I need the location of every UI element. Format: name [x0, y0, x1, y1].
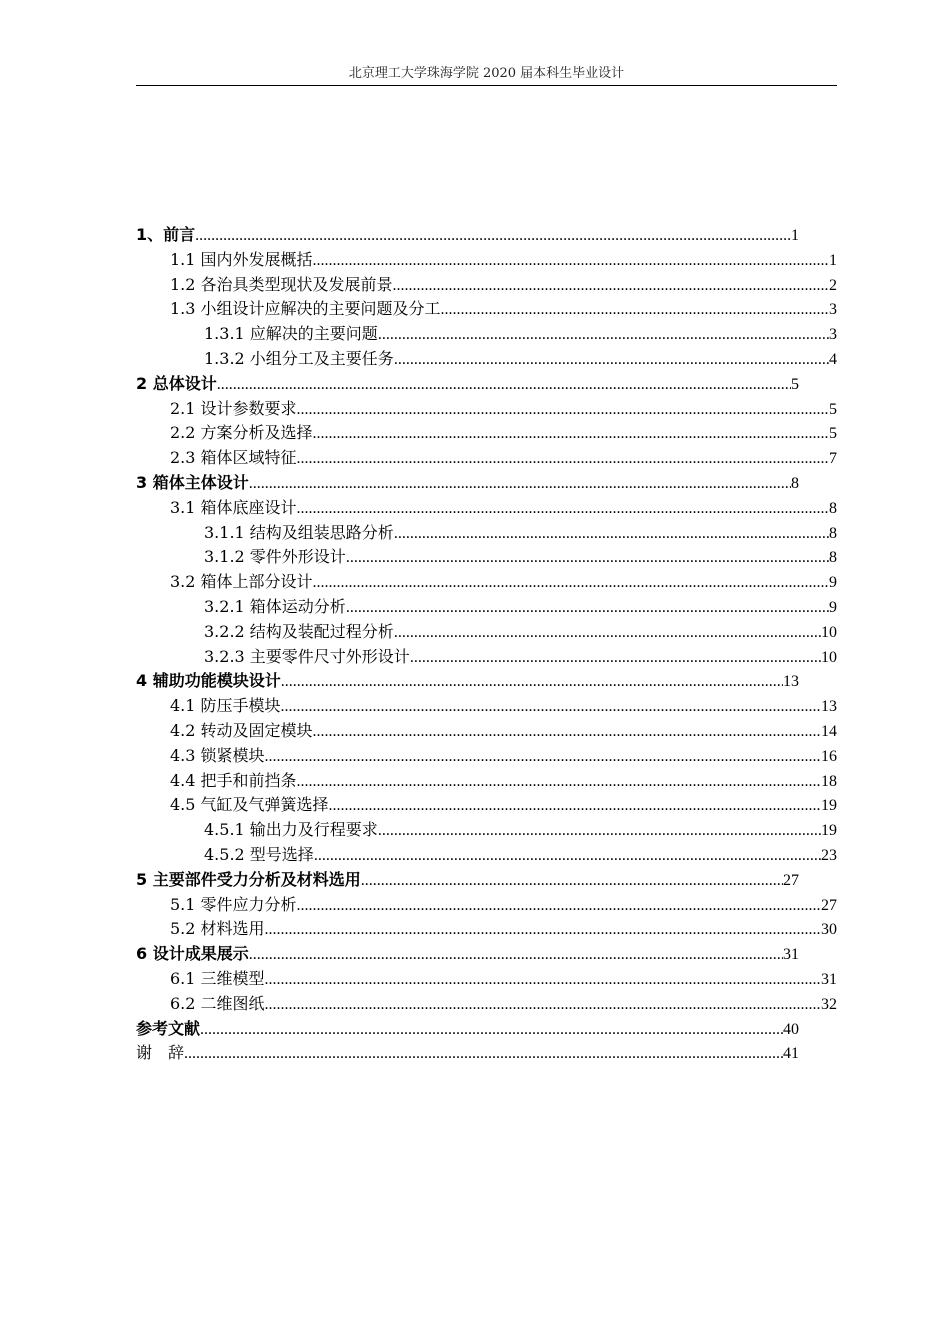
toc-dot-leader — [346, 596, 829, 620]
toc-entry-page-number: 10 — [821, 623, 837, 641]
toc-dot-leader — [281, 670, 783, 694]
toc-entry-title: 2.3 箱体区域特征 — [170, 448, 297, 468]
toc-entry-title: 4.5 气缸及气弹簧选择 — [170, 795, 329, 815]
toc-entry-title: 3 箱体主体设计 — [136, 472, 249, 492]
toc-entry[interactable] — [136, 893, 837, 918]
table-of-contents — [136, 223, 837, 1066]
toc-entry-title: 4.5.2 型号选择 — [204, 844, 314, 864]
toc-entry-page-number: 7 — [829, 450, 837, 468]
toc-entry[interactable] — [136, 496, 837, 521]
toc-entry-title: 1、前言 — [136, 225, 196, 244]
toc-dot-leader — [297, 894, 821, 918]
toc-dot-leader — [297, 447, 829, 471]
toc-entry[interactable] — [136, 297, 837, 322]
toc-entry[interactable] — [136, 843, 837, 868]
toc-entry-page-number: 4 — [829, 350, 837, 368]
toc-entry[interactable] — [136, 471, 837, 496]
toc-entry-page-number: 31 — [783, 946, 799, 964]
toc-dot-leader — [361, 869, 783, 893]
toc-dot-leader — [313, 571, 829, 595]
toc-entry[interactable] — [136, 719, 837, 744]
toc-entry[interactable] — [136, 694, 837, 719]
toc-dot-leader — [297, 398, 829, 422]
toc-entry[interactable] — [136, 967, 837, 992]
toc-entry-title: 3.2.1 箱体运动分析 — [204, 596, 346, 616]
toc-entry-page-number: 13 — [783, 673, 799, 691]
toc-entry-page-number: 10 — [821, 648, 837, 666]
toc-entry[interactable] — [136, 421, 837, 446]
toc-dot-leader — [195, 224, 791, 248]
toc-entry-page-number: 8 — [829, 549, 837, 567]
toc-dot-leader — [378, 819, 821, 843]
toc-entry-page-number: 8 — [829, 499, 837, 517]
toc-entry-page-number: 9 — [829, 574, 837, 592]
toc-entry[interactable] — [136, 620, 837, 645]
toc-entry-title: 6.1 三维模型 — [170, 968, 265, 988]
toc-entry-page-number: 16 — [821, 747, 837, 765]
toc-entry-page-number: 32 — [821, 995, 837, 1013]
toc-entry[interactable] — [136, 223, 837, 248]
toc-dot-leader — [378, 323, 829, 347]
toc-entry-page-number: 1 — [829, 251, 837, 269]
toc-dot-leader — [297, 770, 821, 794]
toc-dot-leader — [249, 472, 791, 496]
toc-entry-page-number: 8 — [791, 474, 799, 492]
toc-entry-title: 4.5.1 输出力及行程要求 — [204, 820, 378, 840]
toc-dot-leader — [329, 794, 821, 818]
toc-entry-title: 2.2 方案分析及选择 — [170, 423, 313, 443]
toc-entry-title: 3.2 箱体上部分设计 — [170, 572, 313, 592]
toc-entry[interactable] — [136, 521, 837, 546]
toc-entry[interactable] — [136, 669, 837, 694]
toc-entry-page-number: 19 — [821, 822, 837, 840]
toc-entry-title: 3.1.2 零件外形设计 — [204, 547, 346, 567]
toc-entry-page-number: 3 — [829, 301, 837, 319]
toc-entry-title: 5 主要部件受力分析及材料选用 — [136, 869, 361, 889]
toc-entry-title: 2.1 设计参数要求 — [170, 398, 297, 418]
toc-entry-title: 1.3.2 小组分工及主要任务 — [204, 348, 394, 368]
toc-dot-leader — [281, 695, 821, 719]
toc-dot-leader — [313, 422, 829, 446]
toc-entry-page-number: 14 — [821, 722, 837, 740]
toc-dot-leader — [313, 720, 821, 744]
toc-entry-title: 6 设计成果展示 — [136, 944, 249, 964]
toc-entry[interactable] — [136, 248, 837, 273]
toc-entry-page-number: 5 — [829, 425, 837, 443]
toc-entry-title: 1.3 小组设计应解决的主要问题及分工 — [170, 299, 441, 319]
toc-entry-page-number: 40 — [783, 1020, 799, 1038]
toc-dot-leader — [394, 348, 829, 372]
toc-entry[interactable] — [136, 1041, 837, 1066]
toc-entry-title: 4.4 把手和前挡条 — [170, 770, 297, 790]
toc-entry-page-number: 31 — [821, 970, 837, 988]
toc-entry-title: 谢 辞 — [136, 1043, 185, 1063]
toc-entry[interactable] — [136, 570, 837, 595]
toc-entry-page-number: 27 — [783, 871, 799, 889]
toc-entry-page-number: 8 — [829, 524, 837, 542]
toc-entry[interactable] — [136, 446, 837, 471]
toc-entry[interactable] — [136, 1017, 837, 1042]
toc-entry-title: 6.2 二维图纸 — [170, 993, 265, 1013]
toc-dot-leader — [297, 497, 829, 521]
toc-entry-title: 1.1 国内外发展概括 — [170, 249, 313, 269]
toc-entry-page-number: 1 — [791, 227, 799, 244]
toc-entry-page-number: 23 — [821, 846, 837, 864]
page-header — [136, 64, 837, 86]
toc-entry[interactable] — [136, 917, 837, 942]
toc-entry-page-number: 3 — [829, 326, 837, 344]
toc-dot-leader — [410, 646, 821, 670]
toc-entry[interactable] — [136, 397, 837, 422]
toc-entry-page-number: 19 — [821, 797, 837, 815]
toc-dot-leader — [313, 249, 829, 273]
toc-entry[interactable] — [136, 942, 837, 967]
toc-entry[interactable] — [136, 868, 837, 893]
toc-entry-title: 3.1 箱体底座设计 — [170, 497, 297, 517]
toc-entry-page-number: 2 — [829, 276, 837, 294]
toc-entry-title: 4 辅助功能模块设计 — [136, 671, 281, 691]
toc-entry[interactable] — [136, 818, 837, 843]
toc-dot-leader — [265, 745, 821, 769]
toc-entry-title: 5.2 材料选用 — [170, 919, 265, 939]
toc-dot-leader — [265, 918, 821, 942]
toc-entry[interactable] — [136, 793, 837, 818]
toc-entry-page-number: 41 — [783, 1045, 799, 1063]
toc-entry-title: 4.3 锁紧模块 — [170, 745, 265, 765]
toc-dot-leader — [441, 298, 829, 322]
toc-entry[interactable] — [136, 545, 837, 570]
toc-entry-title: 2 总体设计 — [136, 373, 217, 393]
toc-dot-leader — [217, 373, 791, 397]
toc-dot-leader — [393, 274, 829, 298]
toc-entry-title: 4.1 防压手模块 — [170, 696, 281, 716]
toc-dot-leader — [200, 1018, 783, 1042]
toc-entry-title: 1.2 各治具类型现状及发展前景 — [170, 274, 393, 294]
toc-entry[interactable] — [136, 595, 837, 620]
toc-entry[interactable] — [136, 744, 837, 769]
toc-entry[interactable] — [136, 322, 837, 347]
toc-dot-leader — [265, 993, 821, 1017]
toc-dot-leader — [314, 844, 821, 868]
toc-entry-title: 参考文献 — [136, 1018, 201, 1038]
toc-dot-leader — [184, 1042, 783, 1066]
toc-dot-leader — [265, 968, 821, 992]
toc-dot-leader — [346, 546, 829, 570]
toc-entry[interactable] — [136, 645, 837, 670]
toc-dot-leader — [394, 621, 821, 645]
toc-entry[interactable] — [136, 347, 837, 372]
toc-dot-leader — [249, 943, 783, 967]
toc-entry-title: 5.1 零件应力分析 — [170, 894, 297, 914]
toc-entry-page-number: 13 — [821, 698, 837, 716]
toc-entry-title: 3.2.2 结构及装配过程分析 — [204, 621, 394, 641]
toc-entry-title: 4.2 转动及固定模块 — [170, 720, 313, 740]
toc-entry-page-number: 5 — [829, 400, 837, 418]
toc-entry[interactable] — [136, 372, 837, 397]
toc-entry[interactable] — [136, 992, 837, 1017]
toc-entry[interactable] — [136, 273, 837, 298]
toc-dot-leader — [394, 522, 829, 546]
toc-entry-page-number: 30 — [821, 921, 837, 939]
toc-entry-title: 3.2.3 主要零件尺寸外形设计 — [204, 646, 410, 666]
toc-entry-page-number: 27 — [821, 896, 837, 914]
header-text: 北京理工大学珠海学院 2020 届本科生毕业设计 — [348, 66, 625, 81]
toc-entry[interactable] — [136, 769, 837, 794]
toc-entry-page-number: 9 — [829, 598, 837, 616]
toc-entry-page-number: 18 — [821, 772, 837, 790]
toc-entry-title: 1.3.1 应解决的主要问题 — [204, 324, 378, 344]
toc-entry-page-number: 5 — [791, 375, 799, 393]
toc-entry-title: 3.1.1 结构及组装思路分析 — [204, 522, 394, 542]
